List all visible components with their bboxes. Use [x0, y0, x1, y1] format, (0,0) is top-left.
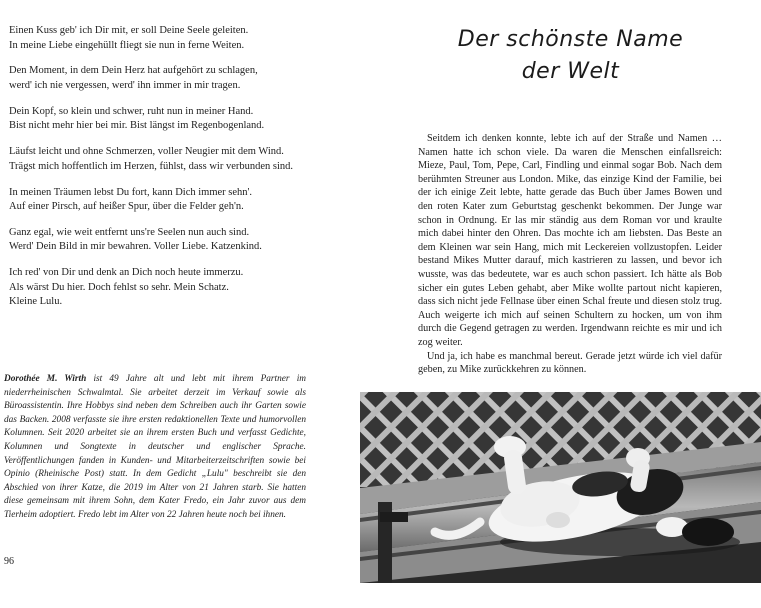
poem-line: Kleine Lulu. [9, 296, 63, 308]
story-title-line: der Welt [521, 59, 620, 84]
poem-stanza [9, 186, 364, 215]
story-title [380, 24, 761, 88]
poem-line: Als wärst Du hier. Doch fehlst so sehr. Mein Schatz. [9, 281, 229, 293]
poem-line: Auf einer Pirsch, auf heißer Spur, über die Felder geh'n. [9, 201, 244, 213]
poem-stanza [9, 145, 364, 174]
poem [9, 24, 364, 321]
poem-line: In meine Liebe eingehüllt fliegt sie nun in ferne Weiten. [9, 39, 245, 51]
right-page [380, 0, 761, 608]
poem-line: Läufst leicht und ohne Schmerzen, voller Neugier mit dem Wind. [9, 146, 284, 158]
cat-photo [360, 392, 761, 583]
story-title-line: Der schönste Name [457, 27, 684, 52]
author-bio [4, 373, 306, 523]
poem-line: Ich red' von Dir und denk an Dich noch heute immerzu. [9, 267, 244, 279]
author-bio-text: ist 49 Jahre alt und lebt mit ihrem Partner im niederrheinischen Schwalmtal. Sie arbeitet derzeit im Verkauf sowie als Büroassistentin. Ihre Hobbys sind neben dem Schreiben auch ihr Garten sowie das Backen. 2008 verfasste sie ihre ersten redaktionellen Texte und humorvollen Kolumnen. Seit 2020 arbeitet sie an ihrem ersten Buch und verfasst Gedichte, Kolumnen und Songtexte in deutscher und englischer Sprache. Veröffentlichungen fanden in Kunden- und Mitarbeiterzeitschriften sowie bei Opinio (Rheinische Post) statt. In dem Gedicht „Lulu" beschreibt sie den Abschied von ihrer Katze, die 2019 im Alter von 21 Jahren starb. Sie hatten diese gemeinsam mit ihrem Sohn, dem Kater Fredo, ein Jahr zuvor aus dem Tierheim adoptiert. Fredo lebt im Alter von 22 Jahren heute noch bei ihnen. [4, 374, 306, 520]
cat-on-bench-image [360, 392, 761, 583]
poem-stanza [9, 24, 364, 53]
poem-stanza [9, 105, 364, 134]
poem-stanza [9, 64, 364, 93]
poem-line: Werd' Dein Bild in mir bewahren. Voller Liebe. Katzenkind. [9, 241, 262, 253]
poem-stanza [9, 266, 364, 310]
poem-line: In meinen Träumen lebst Du fort, kann Dich immer sehn'. [9, 186, 253, 198]
poem-stanza [9, 226, 364, 255]
poem-line: Ganz egal, wie weit entfernt uns're Seelen nun auch sind. [9, 226, 250, 238]
poem-line: Dein Kopf, so klein und schwer, ruht nun in meiner Hand. [9, 105, 254, 117]
page-number: 96 [4, 556, 14, 567]
story-text [418, 132, 722, 377]
poem-line: Einen Kuss geb' ich Dir mit, er soll Deine Seele geleiten. [9, 25, 249, 36]
left-page [0, 0, 375, 608]
poem-line: werd' ich nie vergessen, werd' ihn immer in mir tragen. [9, 79, 241, 91]
poem-line: Trägst mich hoffentlich im Herzen, fühlst, dass wir verbunden sind. [9, 160, 294, 172]
poem-line: Den Moment, in dem Dein Herz hat aufgehört zu schlagen, [9, 65, 258, 77]
story-paragraph: Seitdem ich denken konnte, lebte ich auf der Straße und Namen … Namen hatte ich schon viele. Da waren die Menschen einfallsreich: Mieze, Paul, Tom, Pepe, Carl, Findling und einmal sogar Bob. Nach dem berühmten Streuner aus London. Mike, das einzige Kind der Familie, bei der ich einige Zeit lebte, hatte gerade das Buch über James Bowen und den roten Kater zum Geburtstag geschenkt bekommen. Der Junge war schon in Ordnung. Er las mir ständig aus dem Roman vor und kraulte mich dabei hinter den Ohren. Das mochte ich am liebsten. Das Beste an dem Kleinen war sein Hang, mich mit Leckereien vollzustopfen. Leider bestand Mikes Mutter darauf, mich kastrieren zu lassen, und bevor ich wusste, was das bedeutete, war es auch schon passiert. Ich hätte als Bob sicher ein gutes Leben gehabt, aber Mike wollte partout nicht kapieren, dass sich nicht jede Fellnase über einen Schal freute und diesen stolz trug. Auch weigerte ich mich auf seinen Schultern zu hocken, um von ihm durch die Gegend getragen zu werden. Irgendwann reichte es mir und ich zog weiter. [418, 133, 722, 348]
story-paragraph: Und ja, ich habe es manchmal bereut. Gerade jetzt würde ich viel dafür geben, zu Mike zurückkehren zu können. [418, 350, 722, 376]
author-name: Dorothée M. Wirth [4, 374, 87, 384]
poem-line: Bist nicht mehr hier bei mir. Bist längst im Regenbogenland. [9, 120, 265, 132]
